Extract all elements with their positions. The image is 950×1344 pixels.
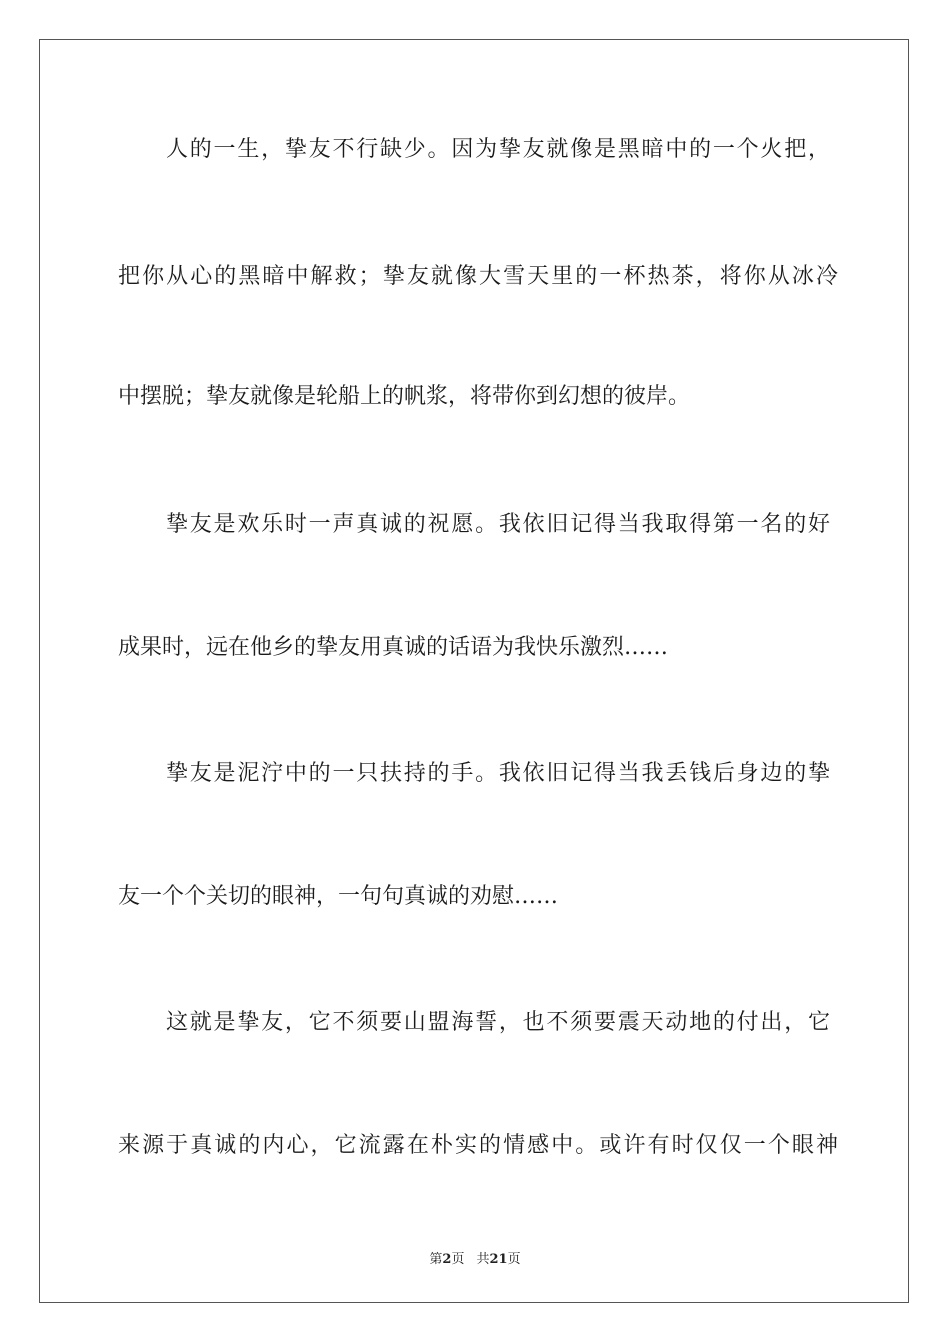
paragraph-3-line-1: 挚友是泥泞中的一只扶持的手。我依旧记得当我丢钱后身边的挚 — [166, 761, 830, 786]
paragraph-1-line-3: 中摆脱；挚友就像是轮船上的帆浆，将带你到幻想的彼岸。 — [118, 384, 691, 409]
total-pages: 21 — [489, 1252, 508, 1267]
paragraph-2-line-1: 挚友是欢乐时一声真诚的祝愿。我依旧记得当我取得第一名的好 — [166, 512, 830, 537]
paragraph-2-line-2: 成果时，远在他乡的挚友用真诚的话语为我快乐激烈…… — [118, 635, 669, 660]
paragraph-4-line-1: 这就是挚友，它不须要山盟海誓，也不须要震天动地的付出，它 — [166, 1010, 830, 1035]
page-footer — [0, 1248, 950, 1267]
paragraph-4-line-2: 来源于真诚的内心，它流露在朴实的情感中。或许有时仅仅一个眼神 — [118, 1133, 838, 1158]
total-suffix: 页 — [507, 1252, 521, 1267]
page-number: 2 — [442, 1252, 452, 1267]
page-suffix: 页 — [451, 1252, 465, 1267]
paragraph-1-line-1: 人的一生，挚友不行缺少。因为挚友就像是黑暗中的一个火把， — [166, 137, 830, 162]
paragraph-1-line-2: 把你从心的黑暗中解救；挚友就像大雪天里的一杯热茶，将你从冰冷 — [118, 264, 838, 289]
page-prefix: 第 — [429, 1252, 443, 1267]
total-prefix: 共 — [476, 1252, 490, 1267]
page-border — [39, 39, 909, 1303]
paragraph-3-line-2: 友一个个关切的眼神，一句句真诚的劝慰…… — [118, 884, 559, 909]
